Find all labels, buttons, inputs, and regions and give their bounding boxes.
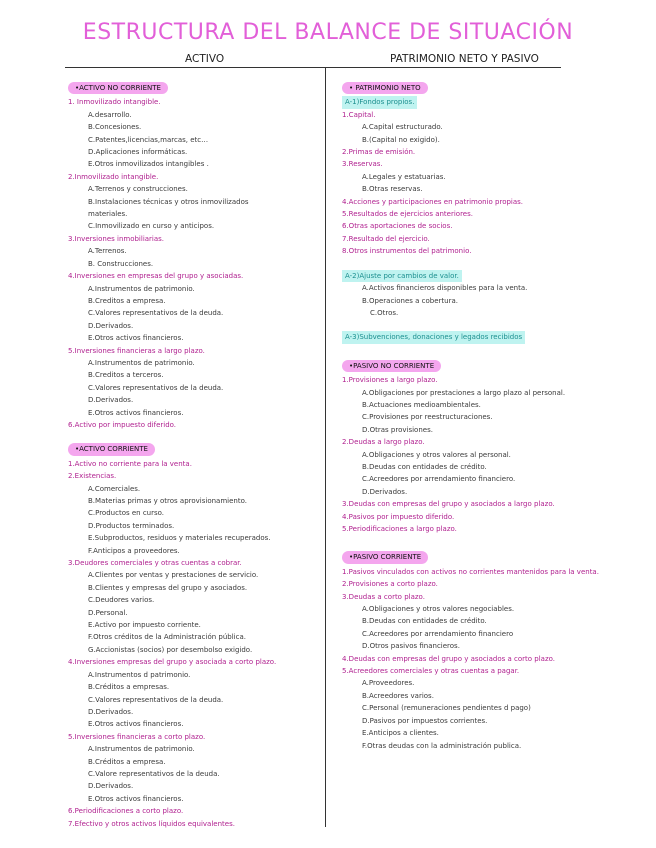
- list-item: A.Obligaciones y otros valores negociables.: [362, 605, 515, 614]
- list-item: E.Otros activos financieros.: [88, 408, 184, 417]
- section-patrimonio-neto: • PATRIMONIO NETO: [342, 82, 428, 94]
- list-item: B. Construcciones.: [88, 259, 154, 268]
- list-item: E.Otros activos financieros.: [88, 720, 184, 729]
- list-item: A.Instrumentos de patrimonio.: [88, 358, 195, 367]
- list-item: 3.Deudores comerciales y otras cuentas a cobrar.: [68, 559, 242, 568]
- list-item: E.Subproductos, residuos y materiales recuperados.: [88, 534, 271, 543]
- list-item: C.Valore representativos de la deuda.: [88, 769, 220, 778]
- list-item: C.Acreedores por arrendamiento financiero: [362, 629, 514, 638]
- list-item: A.Clientes por ventas y prestaciones de servicio.: [88, 571, 259, 580]
- list-item: 6.Otras aportaciones de socios.: [342, 222, 453, 231]
- list-item: 3.Deudas con empresas del grupo y asociados a largo plazo.: [342, 500, 555, 509]
- list-item: E.Anticipos a clientes.: [362, 729, 439, 738]
- list-item: C.Patentes,licencias,marcas, etc…: [88, 135, 209, 144]
- list-item: A.Capital estructurado.: [362, 123, 443, 132]
- list-item: B.Créditos a empresa.: [88, 757, 166, 766]
- list-item: D.Otros pasivos financieros.: [362, 642, 460, 651]
- list-item: 1. Inmovilizado intangible.: [68, 98, 161, 107]
- list-item: 3.Inversiones inmobiliarias.: [68, 234, 165, 243]
- list-item: 7.Efectivo y otros activos líquidos equivalentes.: [68, 819, 235, 828]
- list-item: A.Obligaciones y otros valores al personal.: [362, 450, 511, 459]
- list-item: B.Instalaciones técnicas y otros inmovilizados: [88, 197, 249, 206]
- list-item: C.Valores representativos de la deuda.: [88, 695, 224, 704]
- list-item: 2.Deudas a largo plazo.: [342, 438, 425, 447]
- patrimonio-column: [342, 82, 648, 752]
- list-item: 1.Capital.: [342, 110, 376, 119]
- list-item: A.Legales y estatuarias.: [362, 172, 446, 181]
- list-item: A.Instrumentos de patrimonio.: [88, 284, 195, 293]
- list-item: 5.Inversiones financieras a largo plazo.: [68, 346, 205, 355]
- list-item: A.Instrumentos de patrimonio.: [88, 745, 195, 754]
- list-item: C.Valores representativos de la deuda.: [88, 383, 224, 392]
- list-item: D.Productos terminados.: [88, 521, 175, 530]
- section-activo-corriente: •ACTIVO CORRIENTE: [68, 443, 155, 455]
- list-item: E.Activo por impuesto corriente.: [88, 621, 201, 630]
- list-item: 2.Inmovilizado intangible.: [68, 172, 159, 181]
- list-item: B.(Capital no exigido).: [362, 135, 440, 144]
- list-item: B.Creditos a terceros.: [88, 371, 164, 380]
- list-item: 1.Activo no corriente para la venta.: [68, 459, 192, 468]
- column-divider: [325, 67, 326, 827]
- list-item: A.Activos financieros disponibles para la venta.: [362, 284, 528, 293]
- list-item: B.Deudas con entidades de crédito.: [362, 462, 487, 471]
- list-item: 5.Resultados de ejercicios anteriores.: [342, 210, 473, 219]
- list-item: C.Deudores varios.: [88, 596, 155, 605]
- section-pasivo-no-corriente: •PASIVO NO CORRIENTE: [342, 360, 441, 372]
- list-item: E.Otros inmovilizados intangibles .: [88, 160, 209, 169]
- list-item: 2.Provisiones a corto plazo.: [342, 580, 438, 589]
- list-item: B.Deudas con entidades de crédito.: [362, 617, 487, 626]
- list-item: A-3)Subvenciones, donaciones y legados recibidos: [342, 331, 525, 343]
- list-item: E.Otros activos financieros.: [88, 334, 184, 343]
- list-item: B.Concesiones.: [88, 123, 142, 132]
- list-item: D.Personal.: [88, 608, 128, 617]
- patrimonio-header: PATRIMONIO NETO Y PASIVO: [390, 53, 539, 65]
- list-item: 4.Inversiones en empresas del grupo y asociadas.: [68, 272, 244, 281]
- list-item: A-1)Fondos propios.: [342, 96, 417, 108]
- list-item: D.Derivados.: [88, 707, 134, 716]
- section-activo-no-corriente: •ACTIVO NO CORRIENTE: [68, 82, 168, 94]
- list-item: A.Obligaciones por prestaciones a largo plazo al personal.: [362, 388, 566, 397]
- list-item: 4.Pasivos por impuesto diferido.: [342, 512, 455, 521]
- list-item: D.Otras provisiones.: [362, 425, 433, 434]
- page-title: ESTRUCTURA DEL BALANCE DE SITUACIÓN: [82, 20, 574, 45]
- list-item: 2.Existencias.: [68, 472, 117, 481]
- list-item: B.Materias primas y otros aprovisionamiento.: [88, 497, 247, 505]
- list-item: E.Otros activos financieros.: [88, 794, 184, 803]
- list-item: A.Proveedores.: [362, 679, 415, 688]
- list-item: C.Valores representativos de la deuda.: [88, 309, 224, 318]
- list-item: 5.Acreedores comerciales y otras cuentas a pagar.: [342, 667, 520, 676]
- list-item: F.Otros créditos de la Administración pública.: [88, 633, 246, 642]
- list-item: A.Instrumentos d patrimonio.: [88, 670, 191, 679]
- list-item: C.Acreedores por arrendamiento financiero.: [362, 475, 516, 484]
- list-item: B.Actuaciones medioambientales.: [362, 400, 481, 409]
- list-item: C.Personal (remuneraciones pendientes d pago): [362, 704, 531, 713]
- activo-column: [68, 82, 320, 830]
- list-item: 8.Otros instrumentos del patrimonio.: [342, 247, 472, 256]
- list-item: D.Aplicaciones informáticas.: [88, 148, 188, 157]
- list-item: F.Anticipos a proveedores.: [88, 546, 180, 555]
- list-item: 1.Provisiones a largo plazo.: [342, 376, 438, 385]
- list-item: A.Terrenos y construcciones.: [88, 185, 188, 194]
- list-item: D.Derivados.: [88, 782, 134, 791]
- header-divider: [65, 67, 561, 68]
- list-item: 2.Primas de emisión.: [342, 148, 416, 157]
- list-item: D.Derivados.: [88, 396, 134, 405]
- list-item: C.Productos en curso.: [88, 509, 165, 518]
- list-item: 3.Deudas a corto plazo.: [342, 592, 425, 601]
- list-item: 6.Periodificaciones a corto plazo.: [68, 807, 184, 816]
- list-item: B.Acreedores varios.: [362, 691, 434, 700]
- section-pasivo-corriente: •PASIVO CORRIENTE: [342, 551, 428, 563]
- list-item: A.Comerciales.: [88, 484, 141, 493]
- list-item: 4.Inversiones empresas del grupo y asociada a corto plazo.: [68, 658, 277, 667]
- list-item: 4.Deudas con empresas del grupo y asociados a corto plazo.: [342, 654, 556, 663]
- list-item: 5.Periodificaciones a largo plazo.: [342, 525, 457, 533]
- list-item: C.Inmovilizado en curso y anticipos.: [88, 222, 215, 231]
- list-item: C.Otros.: [370, 308, 399, 317]
- list-item: 5.Inversiones financieras a corto plazo.: [68, 732, 206, 741]
- list-item: C.Provisiones por reestructuraciones.: [362, 413, 493, 422]
- list-item: 1.Pasivos vinculados con activos no corrientes mantenidos para la venta.: [342, 567, 599, 576]
- list-item: D.Pasivos por impuestos corrientes.: [362, 716, 488, 725]
- list-item: materiales.: [88, 210, 128, 219]
- list-item: A.desarrollo.: [88, 110, 132, 119]
- list-item: A-2)Ajuste por cambios de valor.: [342, 270, 462, 282]
- list-item: B.Otras reservas.: [362, 185, 423, 194]
- list-item: F.Otras deudas con la administración publica.: [362, 741, 522, 750]
- list-item: B.Creditos a empresa.: [88, 296, 166, 305]
- list-item: B.Operaciones a cobertura.: [362, 296, 458, 305]
- list-item: B.Créditos a empresas.: [88, 683, 170, 692]
- list-item: 6.Activo por impuesto diferido.: [68, 420, 177, 429]
- list-item: A.Terrenos.: [88, 247, 127, 256]
- activo-header: ACTIVO: [185, 53, 225, 65]
- list-item: G.Accionistas (socios) por desembolso exigido.: [88, 645, 253, 654]
- list-item: D.Derivados.: [362, 487, 408, 496]
- list-item: 3.Reservas.: [342, 160, 383, 169]
- list-item: B.Clientes y empresas del grupo y asociados.: [88, 583, 248, 592]
- list-item: D.Derivados.: [88, 321, 134, 330]
- list-item: 4.Acciones y participaciones en patrimonio propias.: [342, 197, 524, 206]
- list-item: 7.Resultado del ejercicio.: [342, 234, 430, 243]
